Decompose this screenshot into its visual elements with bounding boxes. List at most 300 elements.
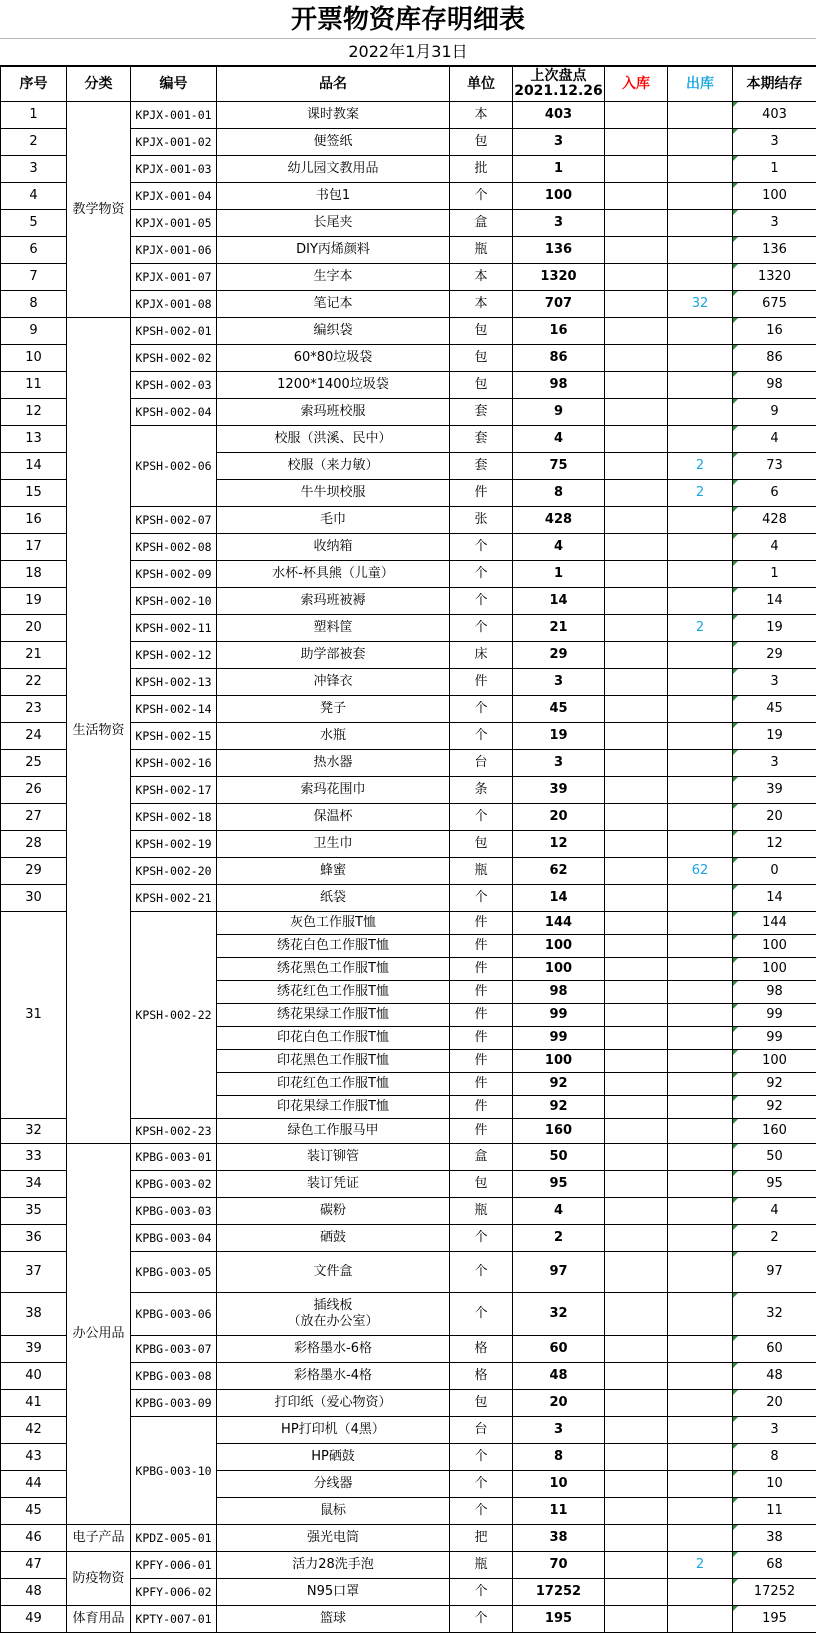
cell-prev-count[interactable]: 95 <box>513 1171 605 1198</box>
cell-balance[interactable]: 92 <box>733 1096 816 1119</box>
cell-out[interactable] <box>668 588 733 615</box>
cell-name[interactable]: HP打印机（4黑） <box>217 1417 450 1444</box>
cell-prev-count[interactable]: 19 <box>513 723 605 750</box>
cell-name[interactable]: 装订凭证 <box>217 1171 450 1198</box>
cell-in[interactable] <box>605 1606 668 1633</box>
cell-in[interactable] <box>605 1552 668 1579</box>
cell-prev-count[interactable]: 45 <box>513 696 605 723</box>
cell-balance[interactable]: 100 <box>733 183 816 210</box>
cell-prev-count[interactable]: 62 <box>513 858 605 885</box>
cell-name[interactable]: 编织袋 <box>217 318 450 345</box>
cell-prev-count[interactable]: 1 <box>513 561 605 588</box>
cell-unit[interactable]: 包 <box>450 318 513 345</box>
cell-code[interactable]: KPDZ-005-01 <box>131 1525 217 1552</box>
cell-out[interactable] <box>668 1144 733 1171</box>
cell-name[interactable]: 课时教案 <box>217 102 450 129</box>
cell-prev-count[interactable]: 160 <box>513 1119 605 1144</box>
cell-out[interactable] <box>668 777 733 804</box>
cell-prev-count[interactable]: 100 <box>513 1050 605 1073</box>
cell-code[interactable]: KPBG-003-10 <box>131 1417 217 1525</box>
cell-code[interactable]: KPSH-002-16 <box>131 750 217 777</box>
cell-in[interactable] <box>605 1444 668 1471</box>
cell-seq[interactable]: 39 <box>1 1336 67 1363</box>
cell-code[interactable]: KPSH-002-09 <box>131 561 217 588</box>
cell-prev-count[interactable]: 92 <box>513 1073 605 1096</box>
cell-prev-count[interactable]: 2 <box>513 1225 605 1252</box>
cell-out[interactable] <box>668 935 733 958</box>
cell-code[interactable]: KPSH-002-22 <box>131 912 217 1119</box>
cell-name[interactable]: 助学部被套 <box>217 642 450 669</box>
cell-balance[interactable]: 428 <box>733 507 816 534</box>
cell-name[interactable]: 灰色工作服T恤 <box>217 912 450 935</box>
cell-out[interactable] <box>668 102 733 129</box>
cell-unit[interactable]: 包 <box>450 1390 513 1417</box>
cell-unit[interactable]: 个 <box>450 696 513 723</box>
cell-seq[interactable]: 47 <box>1 1552 67 1579</box>
cell-out[interactable] <box>668 534 733 561</box>
cell-in[interactable] <box>605 912 668 935</box>
cell-in[interactable] <box>605 426 668 453</box>
cell-out[interactable] <box>668 1417 733 1444</box>
cell-prev-count[interactable]: 1320 <box>513 264 605 291</box>
cell-prev-count[interactable]: 17252 <box>513 1579 605 1606</box>
cell-code[interactable]: KPBG-003-02 <box>131 1171 217 1198</box>
cell-unit[interactable]: 格 <box>450 1336 513 1363</box>
cell-in[interactable] <box>605 696 668 723</box>
cell-name[interactable]: 文件盒 <box>217 1252 450 1293</box>
cell-prev-count[interactable]: 100 <box>513 183 605 210</box>
cell-seq[interactable]: 37 <box>1 1252 67 1293</box>
cell-seq[interactable]: 3 <box>1 156 67 183</box>
cell-in[interactable] <box>605 1336 668 1363</box>
cell-name[interactable]: 保温杯 <box>217 804 450 831</box>
cell-name[interactable]: 塑料筐 <box>217 615 450 642</box>
cell-in[interactable] <box>605 1144 668 1171</box>
cell-code[interactable]: KPSH-002-17 <box>131 777 217 804</box>
cell-in[interactable] <box>605 981 668 1004</box>
cell-balance[interactable]: 14 <box>733 885 816 912</box>
cell-unit[interactable]: 个 <box>450 1293 513 1336</box>
cell-name[interactable]: 装订铆管 <box>217 1144 450 1171</box>
cell-prev-count[interactable]: 32 <box>513 1293 605 1336</box>
cell-name[interactable]: 彩格墨水-4格 <box>217 1363 450 1390</box>
cell-prev-count[interactable]: 92 <box>513 1096 605 1119</box>
cell-code[interactable]: KPBG-003-06 <box>131 1293 217 1336</box>
cell-name[interactable]: 卫生巾 <box>217 831 450 858</box>
cell-code[interactable]: KPTY-007-01 <box>131 1606 217 1633</box>
cell-code[interactable]: KPFY-006-01 <box>131 1552 217 1579</box>
cell-code[interactable]: KPJX-001-08 <box>131 291 217 318</box>
cell-category[interactable]: 办公用品 <box>67 1144 131 1525</box>
cell-out[interactable] <box>668 1444 733 1471</box>
cell-out[interactable] <box>668 1498 733 1525</box>
cell-out[interactable] <box>668 1004 733 1027</box>
cell-prev-count[interactable]: 4 <box>513 1198 605 1225</box>
cell-name[interactable]: 活力28洗手泡 <box>217 1552 450 1579</box>
cell-in[interactable] <box>605 642 668 669</box>
cell-balance[interactable]: 403 <box>733 102 816 129</box>
cell-out[interactable] <box>668 264 733 291</box>
cell-unit[interactable]: 张 <box>450 507 513 534</box>
cell-unit[interactable]: 个 <box>450 1471 513 1498</box>
cell-prev-count[interactable]: 39 <box>513 777 605 804</box>
cell-code[interactable]: KPSH-002-12 <box>131 642 217 669</box>
cell-out[interactable] <box>668 1096 733 1119</box>
cell-name[interactable]: 鼠标 <box>217 1498 450 1525</box>
cell-name[interactable]: 水瓶 <box>217 723 450 750</box>
cell-code[interactable]: KPJX-001-01 <box>131 102 217 129</box>
cell-out[interactable] <box>668 750 733 777</box>
cell-out[interactable] <box>668 1606 733 1633</box>
cell-code[interactable]: KPBG-003-03 <box>131 1198 217 1225</box>
cell-out[interactable] <box>668 1363 733 1390</box>
cell-balance[interactable]: 136 <box>733 237 816 264</box>
cell-seq[interactable]: 26 <box>1 777 67 804</box>
cell-out[interactable] <box>668 1525 733 1552</box>
cell-prev-count[interactable]: 98 <box>513 372 605 399</box>
cell-code[interactable]: KPJX-001-04 <box>131 183 217 210</box>
cell-prev-count[interactable]: 70 <box>513 1552 605 1579</box>
cell-seq[interactable]: 30 <box>1 885 67 912</box>
cell-prev-count[interactable]: 3 <box>513 669 605 696</box>
cell-in[interactable] <box>605 210 668 237</box>
cell-prev-count[interactable]: 99 <box>513 1004 605 1027</box>
cell-seq[interactable]: 12 <box>1 399 67 426</box>
cell-prev-count[interactable]: 428 <box>513 507 605 534</box>
cell-in[interactable] <box>605 1498 668 1525</box>
header-category[interactable]: 分类 <box>67 67 131 102</box>
cell-unit[interactable]: 套 <box>450 426 513 453</box>
cell-seq[interactable]: 5 <box>1 210 67 237</box>
cell-name[interactable] <box>217 1293 450 1336</box>
cell-out[interactable] <box>668 561 733 588</box>
cell-code[interactable]: KPFY-006-02 <box>131 1579 217 1606</box>
cell-seq[interactable]: 24 <box>1 723 67 750</box>
cell-out[interactable]: 62 <box>668 858 733 885</box>
cell-name[interactable]: 蜂蜜 <box>217 858 450 885</box>
cell-code[interactable]: KPSH-002-04 <box>131 399 217 426</box>
cell-out[interactable] <box>668 1073 733 1096</box>
cell-seq[interactable]: 44 <box>1 1471 67 1498</box>
cell-name[interactable]: 水杯-杯具熊（儿童） <box>217 561 450 588</box>
cell-name[interactable]: 硒鼓 <box>217 1225 450 1252</box>
cell-name[interactable]: 索玛班被褥 <box>217 588 450 615</box>
cell-balance[interactable]: 48 <box>733 1363 816 1390</box>
cell-out[interactable] <box>668 129 733 156</box>
cell-in[interactable] <box>605 372 668 399</box>
cell-balance[interactable]: 675 <box>733 291 816 318</box>
cell-unit[interactable]: 件 <box>450 935 513 958</box>
cell-unit[interactable]: 件 <box>450 958 513 981</box>
cell-balance[interactable]: 8 <box>733 1444 816 1471</box>
cell-out[interactable] <box>668 669 733 696</box>
cell-out[interactable] <box>668 958 733 981</box>
cell-seq[interactable]: 45 <box>1 1498 67 1525</box>
cell-category[interactable]: 电子产品 <box>67 1525 131 1552</box>
cell-unit[interactable]: 个 <box>450 885 513 912</box>
header-out[interactable]: 出库 <box>668 67 733 102</box>
cell-in[interactable] <box>605 1417 668 1444</box>
header-name[interactable]: 品名 <box>217 67 450 102</box>
cell-in[interactable] <box>605 1198 668 1225</box>
cell-out[interactable] <box>668 1336 733 1363</box>
cell-out[interactable] <box>668 642 733 669</box>
cell-code[interactable]: KPJX-001-02 <box>131 129 217 156</box>
cell-prev-count[interactable]: 10 <box>513 1471 605 1498</box>
cell-code[interactable]: KPSH-002-01 <box>131 318 217 345</box>
cell-in[interactable] <box>605 399 668 426</box>
cell-out[interactable] <box>668 723 733 750</box>
cell-in[interactable] <box>605 588 668 615</box>
cell-out[interactable] <box>668 912 733 935</box>
cell-in[interactable] <box>605 1471 668 1498</box>
cell-out[interactable] <box>668 1050 733 1073</box>
cell-seq[interactable]: 33 <box>1 1144 67 1171</box>
cell-balance[interactable]: 50 <box>733 1144 816 1171</box>
cell-in[interactable] <box>605 1027 668 1050</box>
cell-balance[interactable]: 1 <box>733 561 816 588</box>
cell-name[interactable]: 毛巾 <box>217 507 450 534</box>
cell-seq[interactable]: 10 <box>1 345 67 372</box>
cell-out[interactable] <box>668 426 733 453</box>
cell-in[interactable] <box>605 1096 668 1119</box>
cell-in[interactable] <box>605 102 668 129</box>
cell-out[interactable]: 2 <box>668 615 733 642</box>
cell-balance[interactable]: 39 <box>733 777 816 804</box>
cell-in[interactable] <box>605 1293 668 1336</box>
cell-out[interactable] <box>668 1252 733 1293</box>
cell-seq[interactable]: 15 <box>1 480 67 507</box>
cell-prev-count[interactable]: 100 <box>513 958 605 981</box>
cell-unit[interactable]: 瓶 <box>450 1198 513 1225</box>
cell-name[interactable]: 打印纸（爱心物资） <box>217 1390 450 1417</box>
cell-in[interactable] <box>605 345 668 372</box>
cell-balance[interactable]: 32 <box>733 1293 816 1336</box>
cell-prev-count[interactable]: 3 <box>513 750 605 777</box>
cell-unit[interactable]: 本 <box>450 291 513 318</box>
cell-in[interactable] <box>605 1390 668 1417</box>
cell-name[interactable]: 印花果绿工作服T恤 <box>217 1096 450 1119</box>
cell-balance[interactable]: 19 <box>733 615 816 642</box>
cell-balance[interactable]: 9 <box>733 399 816 426</box>
cell-balance[interactable]: 1320 <box>733 264 816 291</box>
cell-balance[interactable]: 1 <box>733 156 816 183</box>
cell-prev-count[interactable]: 3 <box>513 1417 605 1444</box>
cell-in[interactable] <box>605 1525 668 1552</box>
cell-unit[interactable]: 本 <box>450 264 513 291</box>
cell-category[interactable]: 体育用品 <box>67 1606 131 1633</box>
cell-name[interactable]: 生字本 <box>217 264 450 291</box>
cell-unit[interactable]: 本 <box>450 102 513 129</box>
cell-seq[interactable]: 38 <box>1 1293 67 1336</box>
cell-prev-count[interactable]: 136 <box>513 237 605 264</box>
cell-name[interactable]: 碳粉 <box>217 1198 450 1225</box>
cell-name[interactable]: 收纳箱 <box>217 534 450 561</box>
cell-balance[interactable]: 99 <box>733 1004 816 1027</box>
cell-unit[interactable]: 床 <box>450 642 513 669</box>
cell-out[interactable] <box>668 318 733 345</box>
cell-code[interactable]: KPSH-002-08 <box>131 534 217 561</box>
cell-out[interactable] <box>668 345 733 372</box>
cell-unit[interactable]: 瓶 <box>450 237 513 264</box>
cell-out[interactable] <box>668 507 733 534</box>
cell-unit[interactable]: 件 <box>450 912 513 935</box>
cell-in[interactable] <box>605 318 668 345</box>
cell-prev-count[interactable]: 14 <box>513 885 605 912</box>
cell-balance[interactable]: 16 <box>733 318 816 345</box>
cell-out[interactable]: 32 <box>668 291 733 318</box>
cell-in[interactable] <box>605 237 668 264</box>
cell-in[interactable] <box>605 935 668 958</box>
cell-unit[interactable]: 包 <box>450 345 513 372</box>
cell-seq[interactable]: 32 <box>1 1119 67 1144</box>
cell-in[interactable] <box>605 1119 668 1144</box>
cell-unit[interactable]: 个 <box>450 804 513 831</box>
cell-code[interactable]: KPJX-001-05 <box>131 210 217 237</box>
cell-seq[interactable]: 28 <box>1 831 67 858</box>
cell-unit[interactable]: 件 <box>450 1119 513 1144</box>
cell-prev-count[interactable]: 86 <box>513 345 605 372</box>
cell-unit[interactable]: 盒 <box>450 210 513 237</box>
cell-balance[interactable]: 6 <box>733 480 816 507</box>
cell-prev-count[interactable]: 97 <box>513 1252 605 1293</box>
cell-name[interactable]: N95口罩 <box>217 1579 450 1606</box>
cell-seq[interactable]: 16 <box>1 507 67 534</box>
cell-balance[interactable]: 99 <box>733 1027 816 1050</box>
cell-balance[interactable]: 160 <box>733 1119 816 1144</box>
cell-name[interactable]: 便签纸 <box>217 129 450 156</box>
cell-balance[interactable]: 60 <box>733 1336 816 1363</box>
cell-unit[interactable]: 个 <box>450 1225 513 1252</box>
cell-name[interactable]: 篮球 <box>217 1606 450 1633</box>
cell-in[interactable] <box>605 885 668 912</box>
cell-in[interactable] <box>605 723 668 750</box>
cell-balance[interactable]: 29 <box>733 642 816 669</box>
cell-name[interactable]: 绣花黑色工作服T恤 <box>217 958 450 981</box>
cell-code[interactable]: KPSH-002-11 <box>131 615 217 642</box>
header-seq[interactable]: 序号 <box>1 67 67 102</box>
cell-in[interactable] <box>605 1225 668 1252</box>
cell-unit[interactable]: 包 <box>450 831 513 858</box>
cell-unit[interactable]: 个 <box>450 1444 513 1471</box>
cell-prev-count[interactable]: 38 <box>513 1525 605 1552</box>
cell-unit[interactable]: 盒 <box>450 1144 513 1171</box>
cell-code[interactable]: KPBG-003-09 <box>131 1390 217 1417</box>
cell-code[interactable]: KPBG-003-08 <box>131 1363 217 1390</box>
cell-code[interactable]: KPSH-002-02 <box>131 345 217 372</box>
cell-seq[interactable]: 34 <box>1 1171 67 1198</box>
cell-balance[interactable]: 92 <box>733 1073 816 1096</box>
cell-unit[interactable]: 批 <box>450 156 513 183</box>
cell-out[interactable] <box>668 210 733 237</box>
cell-prev-count[interactable]: 75 <box>513 453 605 480</box>
cell-name[interactable]: 印花黑色工作服T恤 <box>217 1050 450 1073</box>
cell-prev-count[interactable]: 100 <box>513 935 605 958</box>
cell-unit[interactable]: 件 <box>450 981 513 1004</box>
cell-unit[interactable]: 个 <box>450 1498 513 1525</box>
cell-out[interactable] <box>668 1390 733 1417</box>
cell-code[interactable]: KPBG-003-01 <box>131 1144 217 1171</box>
cell-in[interactable] <box>605 831 668 858</box>
cell-seq[interactable]: 46 <box>1 1525 67 1552</box>
cell-prev-count[interactable]: 1 <box>513 156 605 183</box>
cell-unit[interactable]: 个 <box>450 183 513 210</box>
cell-balance[interactable]: 38 <box>733 1525 816 1552</box>
cell-out[interactable] <box>668 156 733 183</box>
cell-unit[interactable]: 套 <box>450 453 513 480</box>
cell-unit[interactable]: 件 <box>450 669 513 696</box>
cell-in[interactable] <box>605 507 668 534</box>
cell-code[interactable]: KPSH-002-13 <box>131 669 217 696</box>
cell-balance[interactable]: 4 <box>733 426 816 453</box>
cell-balance[interactable]: 0 <box>733 858 816 885</box>
cell-code[interactable]: KPJX-001-03 <box>131 156 217 183</box>
cell-balance[interactable]: 3 <box>733 210 816 237</box>
cell-name[interactable]: 绣花红色工作服T恤 <box>217 981 450 1004</box>
cell-out[interactable] <box>668 1471 733 1498</box>
cell-in[interactable] <box>605 1050 668 1073</box>
cell-out[interactable] <box>668 1225 733 1252</box>
cell-seq[interactable]: 48 <box>1 1579 67 1606</box>
cell-prev-count[interactable]: 12 <box>513 831 605 858</box>
cell-seq[interactable]: 22 <box>1 669 67 696</box>
cell-out[interactable] <box>668 1293 733 1336</box>
cell-code[interactable]: KPSH-002-20 <box>131 858 217 885</box>
cell-out[interactable]: 2 <box>668 453 733 480</box>
cell-code[interactable]: KPSH-002-03 <box>131 372 217 399</box>
cell-prev-count[interactable]: 8 <box>513 480 605 507</box>
cell-name[interactable]: 校服（洪溪、民中） <box>217 426 450 453</box>
cell-unit[interactable]: 包 <box>450 372 513 399</box>
cell-seq[interactable]: 11 <box>1 372 67 399</box>
header-unit[interactable]: 单位 <box>450 67 513 102</box>
cell-seq[interactable]: 14 <box>1 453 67 480</box>
cell-unit[interactable]: 个 <box>450 534 513 561</box>
cell-seq[interactable]: 21 <box>1 642 67 669</box>
cell-code[interactable]: KPBG-003-07 <box>131 1336 217 1363</box>
cell-in[interactable] <box>605 1004 668 1027</box>
cell-unit[interactable]: 件 <box>450 1096 513 1119</box>
cell-balance[interactable]: 97 <box>733 1252 816 1293</box>
cell-name[interactable]: 彩格墨水-6格 <box>217 1336 450 1363</box>
cell-prev-count[interactable]: 16 <box>513 318 605 345</box>
cell-seq[interactable]: 7 <box>1 264 67 291</box>
cell-seq[interactable]: 49 <box>1 1606 67 1633</box>
cell-in[interactable] <box>605 453 668 480</box>
cell-code[interactable]: KPSH-002-14 <box>131 696 217 723</box>
cell-in[interactable] <box>605 615 668 642</box>
cell-out[interactable] <box>668 981 733 1004</box>
cell-unit[interactable]: 个 <box>450 1252 513 1293</box>
cell-name[interactable]: 牛牛坝校服 <box>217 480 450 507</box>
cell-balance[interactable]: 144 <box>733 912 816 935</box>
cell-seq[interactable]: 40 <box>1 1363 67 1390</box>
cell-seq[interactable]: 18 <box>1 561 67 588</box>
cell-unit[interactable]: 台 <box>450 750 513 777</box>
cell-in[interactable] <box>605 804 668 831</box>
cell-balance[interactable]: 3 <box>733 669 816 696</box>
cell-prev-count[interactable]: 29 <box>513 642 605 669</box>
cell-prev-count[interactable]: 21 <box>513 615 605 642</box>
cell-in[interactable] <box>605 480 668 507</box>
cell-in[interactable] <box>605 750 668 777</box>
cell-unit[interactable]: 件 <box>450 1004 513 1027</box>
cell-seq[interactable]: 29 <box>1 858 67 885</box>
cell-prev-count[interactable]: 4 <box>513 534 605 561</box>
cell-balance[interactable]: 11 <box>733 1498 816 1525</box>
cell-name[interactable]: 长尾夹 <box>217 210 450 237</box>
cell-seq[interactable]: 4 <box>1 183 67 210</box>
